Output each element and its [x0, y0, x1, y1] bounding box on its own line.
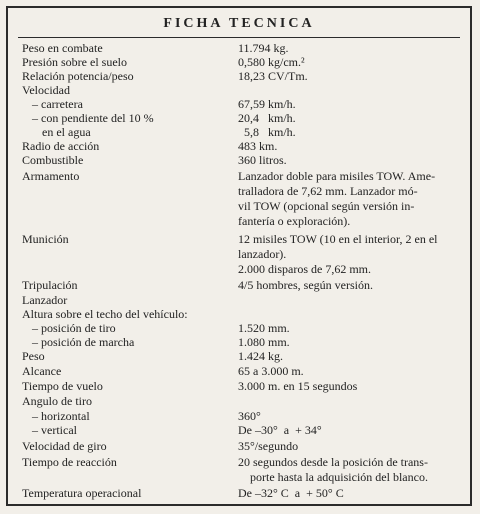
spec-row-radio: [22, 139, 464, 154]
spec-value: 3.000 m. en 15 segundos: [238, 379, 358, 393]
spec-row-velocidad: [22, 83, 464, 98]
spec-row-vertical: [22, 423, 464, 438]
spec-value-line: Lanzador doble para misiles TOW. Ame-: [238, 169, 436, 183]
spec-row-peso: [22, 349, 464, 364]
spec-value: 65 a 3.000 m.: [238, 364, 304, 378]
spec-row-temperatura: [22, 486, 464, 501]
spec-label: – horizontal: [32, 409, 90, 423]
spec-value: [238, 169, 466, 229]
spec-label: Combustible: [22, 153, 84, 167]
spec-sheet-frame: [6, 6, 472, 506]
spec-row-pos-marcha: [22, 335, 464, 350]
spec-value: 360°: [238, 409, 261, 423]
spec-row-pendiente: [22, 111, 464, 126]
spec-label: – carretera: [32, 97, 83, 111]
spec-value: 483 km.: [238, 139, 278, 153]
spec-row-relacion: [22, 69, 464, 84]
spec-value-line: tralladora de 7,62 mm. Lanzador mó-: [238, 184, 418, 198]
spec-value: De –32° C a + 50° C: [238, 486, 344, 500]
spec-row-peso-combate: [22, 41, 464, 56]
spec-row-angulo: [22, 394, 464, 409]
spec-value: [238, 455, 466, 485]
spec-value: De –30° a + 34°: [238, 423, 322, 437]
spec-row-agua: [22, 125, 464, 140]
spec-row-presion: [22, 55, 464, 70]
spec-label: Presión sobre el suelo: [22, 55, 127, 69]
spec-value: 1.520 mm.: [238, 321, 290, 335]
spec-row-horizontal: [22, 409, 464, 424]
spec-label: Relación potencia/peso: [22, 69, 134, 83]
spec-label: Peso en combate: [22, 41, 103, 55]
spec-value: [238, 232, 466, 277]
spec-row-combustible: [22, 153, 464, 168]
spec-value-line: porte hasta la adquisición del blanco.: [250, 470, 428, 484]
spec-value: 4/5 hombres, según versión.: [238, 278, 373, 292]
spec-row-alcance: [22, 364, 464, 379]
spec-value-line: fantería o exploración).: [238, 214, 351, 228]
spec-label: Temperatura operacional: [22, 486, 142, 500]
spec-value: 5,8 km/h.: [244, 125, 296, 139]
spec-label: en el agua: [42, 125, 91, 139]
spec-value: 11.794 kg.: [238, 41, 289, 55]
spec-row-altura: [22, 307, 464, 322]
spec-label: Tripulación: [22, 278, 78, 292]
spec-row-lanzador: [22, 293, 464, 308]
sheet-title: FICHA TECNICA: [163, 16, 315, 31]
spec-label: Velocidad de giro: [22, 439, 107, 453]
spec-row-tripulacion: [22, 278, 464, 293]
spec-value: 67,59 km/h.: [238, 97, 296, 111]
spec-label: Munición: [22, 232, 69, 246]
spec-label: Tiempo de vuelo: [22, 379, 103, 393]
spec-label: Altura sobre el techo del vehículo:: [22, 307, 188, 321]
spec-value: 360 litros.: [238, 153, 287, 167]
spec-label: Radio de acción: [22, 139, 100, 153]
title-divider: [18, 37, 460, 38]
spec-label: – posición de marcha: [32, 335, 135, 349]
spec-row-giro: [22, 439, 464, 454]
spec-value: 1.424 kg.: [238, 349, 283, 363]
spec-value-line: 2.000 disparos de 7,62 mm.: [238, 262, 371, 276]
spec-label: Alcance: [22, 364, 62, 378]
spec-value-line: 20 segundos desde la posición de trans-: [238, 455, 428, 469]
spec-value: 0,580 kg/cm.²: [238, 55, 305, 69]
spec-row-pos-tiro: [22, 321, 464, 336]
spec-value: 18,23 CV/Tm.: [238, 69, 308, 83]
spec-label: Velocidad: [22, 83, 70, 97]
spec-value-line: 12 misiles TOW (10 en el interior, 2 en el: [238, 232, 438, 246]
spec-label: Armamento: [22, 169, 80, 183]
spec-label: Lanzador: [22, 293, 68, 307]
spec-value: 1.080 mm.: [238, 335, 290, 349]
spec-label: Angulo de tiro: [22, 394, 92, 408]
spec-label: – con pendiente del 10 %: [32, 111, 154, 125]
spec-label: – vertical: [32, 423, 77, 437]
spec-value: 35°/segundo: [238, 439, 299, 453]
spec-value-line: lanzador).: [238, 247, 287, 261]
spec-label: – posición de tiro: [32, 321, 116, 335]
spec-label: Tiempo de reacción: [22, 455, 117, 469]
spec-row-tiempo-vuelo: [22, 379, 464, 394]
spec-value: 20,4 km/h.: [238, 111, 296, 125]
spec-label: Peso: [22, 349, 45, 363]
spec-value-line: vil TOW (opcional según versión in-: [238, 199, 415, 213]
spec-row-carretera: [22, 97, 464, 112]
